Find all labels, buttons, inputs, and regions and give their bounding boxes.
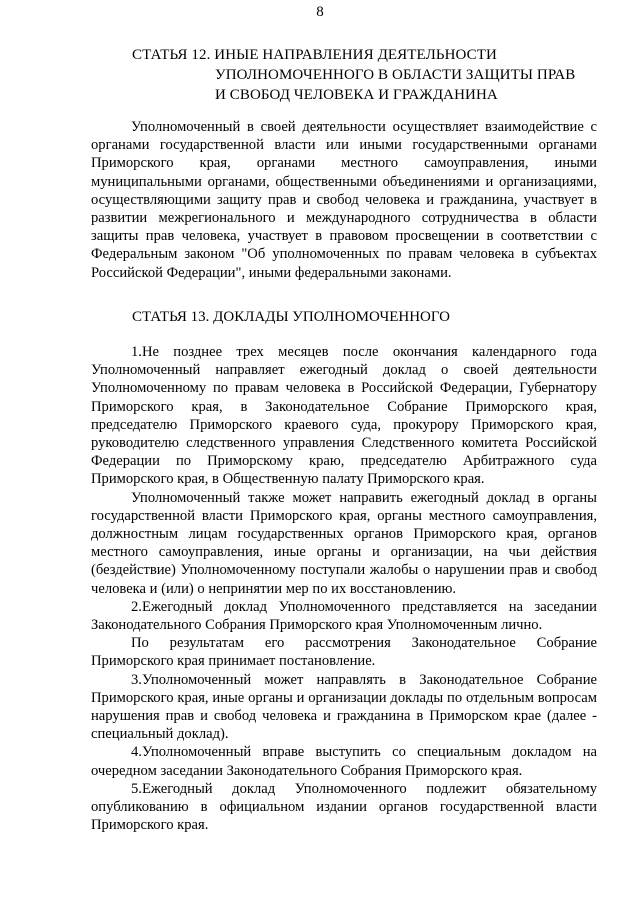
article-13-paragraph-4: По результатам его рассмотрения Законодательное Собрание Приморского края принимает постановление. [91, 635, 597, 670]
article-13-paragraph-5: 3.Уполномоченный может направлять в Законодательное Собрание Приморского края, иные органы и организации доклады по отдельным вопросам нарушения прав и свобод человека и гражданина в Приморском крае (далее - специальный доклад). [91, 671, 597, 743]
article-13-paragraph-2: Уполномоченный также может направить ежегодный доклад в органы государственной власти Приморского края, органы местного самоуправления, должностным лицам государственных органов Приморского края, органов местного самоуправления, иные органы и организации, на чьи действия (бездействие) Уполномоченному поступали жалобы о нарушении прав и свобод человека и (или) о непринятии мер по их восстановлению. [91, 489, 597, 597]
article-13-paragraph-6: 4.Уполномоченный вправе выступить со специальным докладом на очередном заседании Законодательного Собрания Приморского края. [91, 744, 597, 779]
article-12-paragraph: Уполномоченный в своей деятельности осуществляет взаимодействие с органами государственной власти или иными государственными органами Приморского края, органами местного самоуправления, иными муниципальными органами, общественными объединениями и организациями, осуществляющими защиту прав и свобод человека и гражданина, участвует в развитии межрегионального и международного сотрудничества в области защиты прав человека, участвует в правовом просвещении в соответствии с Федеральным законом "Об уполномоченных по правам человека в субъектах Российской Федерации", иными федеральными законами. [91, 119, 597, 281]
article-12-body [91, 118, 597, 282]
article-13-paragraph-1: 1.Не позднее трех месяцев после окончания календарного года Уполномоченный направляет ежегодный доклад о своей деятельности Уполномоченному по правам человека в Российской Федерации, Губернатору Приморского края, в Законодательное Собрание Приморского края, председателю Приморского краевого суда, прокурору Приморского края, руководителю следственного управления Следственного комитета Российской Федерации по Приморскому краю, председателю Арбитражного суда Приморского края, в Общественную палату Приморского края. [91, 344, 597, 488]
article-13-paragraph-7: 5.Ежегодный доклад Уполномоченного подлежит обязательному опубликованию в официальном издании органов государственной власти Приморского края. [91, 780, 597, 834]
article-12-heading [132, 45, 612, 105]
article-12-heading-line-3: И СВОБОД ЧЕЛОВЕКА И ГРАЖДАНИНА [215, 87, 498, 103]
article-13-paragraph-3: 2.Ежегодный доклад Уполномоченного представляется на заседании Законодательного Собрания Приморского края Уполномоченным лично. [91, 598, 597, 634]
article-13-body [91, 343, 597, 834]
article-12-heading-line-1: СТАТЬЯ 12. ИНЫЕ НАПРАВЛЕНИЯ ДЕЯТЕЛЬНОСТИ [132, 47, 497, 63]
article-13-heading: СТАТЬЯ 13. ДОКЛАДЫ УПОЛНОМОЧЕННОГО [132, 309, 451, 325]
article-12-heading-line-2: УПОЛНОМОЧЕННОГО В ОБЛАСТИ ЗАЩИТЫ ПРАВ [215, 67, 576, 83]
page-number: 8 [316, 4, 324, 20]
